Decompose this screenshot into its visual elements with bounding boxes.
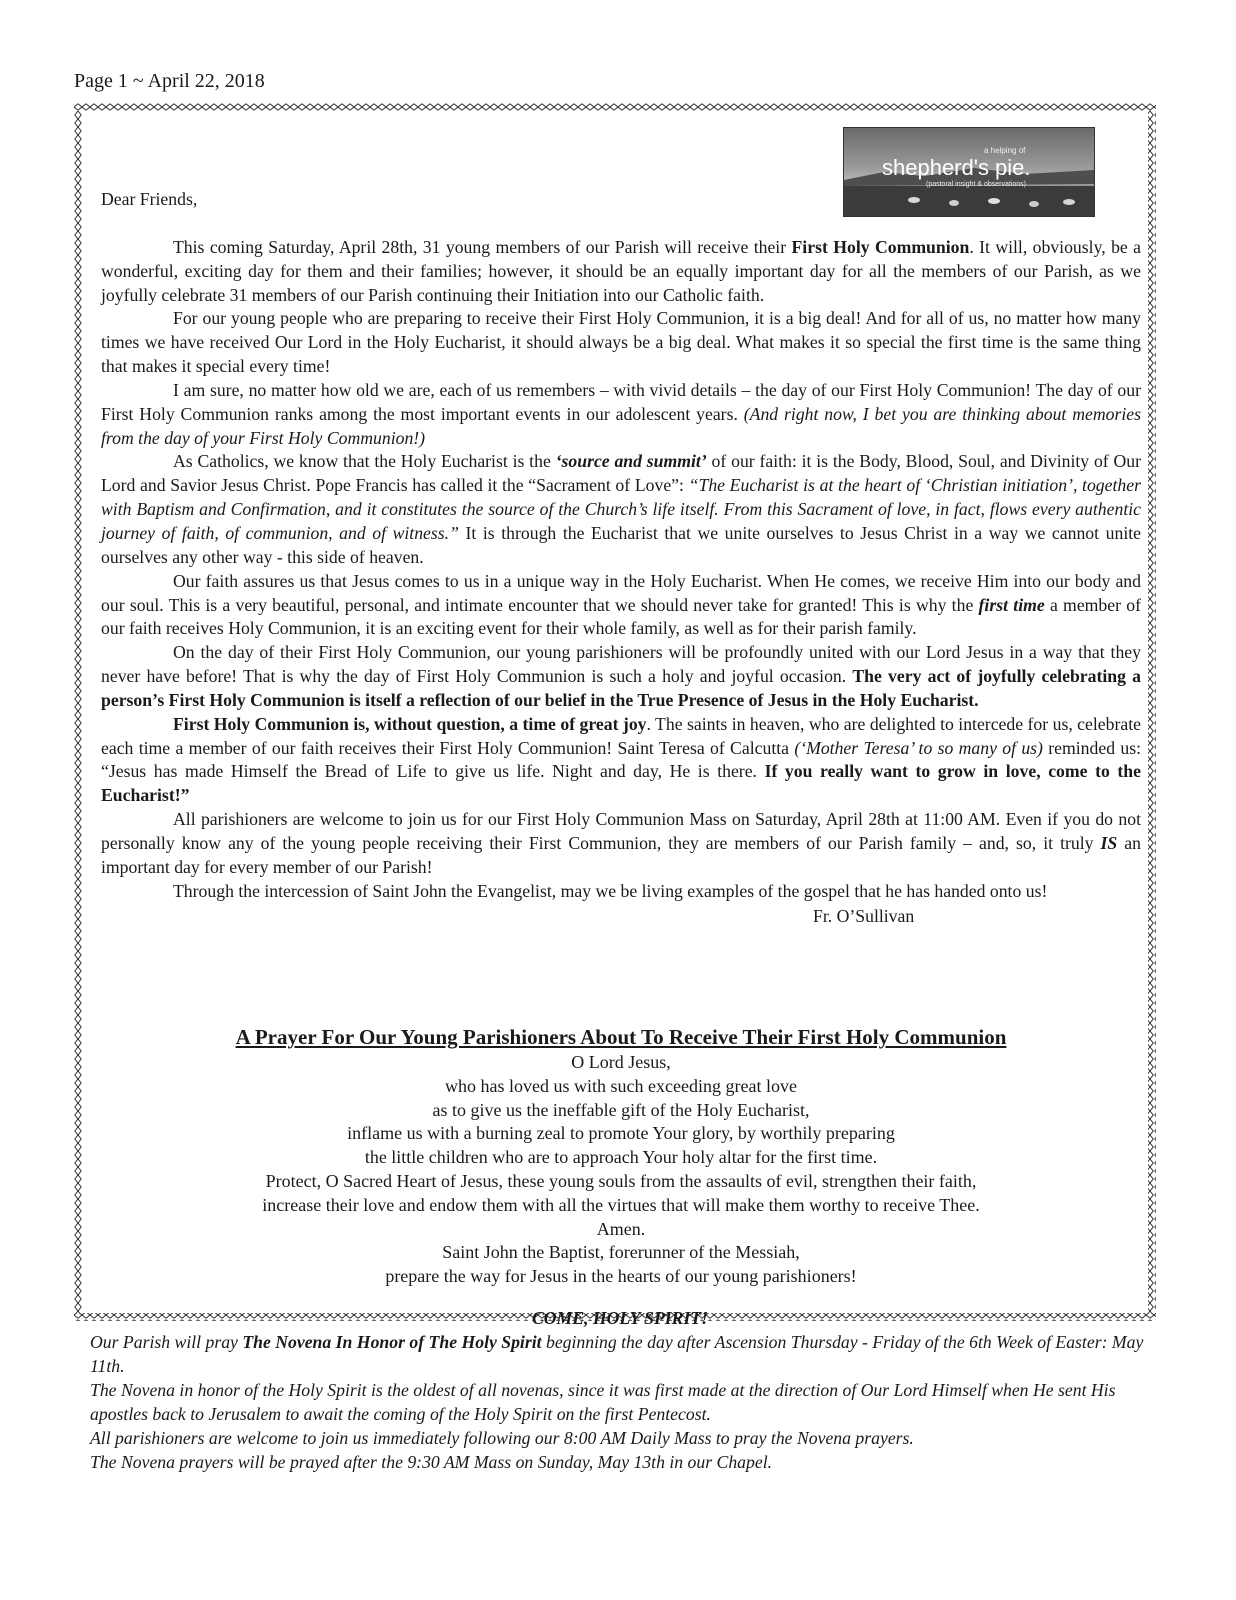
prayer-line: as to give us the ineffable gift of the Holy Eucharist, <box>432 1099 810 1120</box>
novena-line-1: Our Parish will pray The Novena In Honor of The Holy Spirit beginning the day after Ascension Thursday - Friday of the 6th Week of Easter: May 11th. <box>90 1332 1144 1376</box>
salutation: Dear Friends, <box>101 189 198 209</box>
prayer-line: the little children who are to approach Your holy altar for the first time. <box>364 1147 878 1168</box>
novena-line-4: The Novena prayers will be prayed after the 9:30 AM Mass on Sunday, May 13th in our Chapel. <box>90 1452 773 1472</box>
prayer-line: prepare the way for Jesus in the hearts of our young parishioners! <box>385 1266 857 1287</box>
prayer-line: Amen. <box>596 1218 646 1239</box>
prayer-line: Saint John the Baptist, forerunner of the Messiah, <box>442 1242 800 1263</box>
logo-subtitle-text: (pastoral insight & observations) <box>926 181 1026 188</box>
page-header: Page 1 ~ April 22, 2018 <box>74 70 265 92</box>
prayer-title: A Prayer For Our Young Parishioners About To Receive Their First Holy Communion <box>235 1025 1007 1049</box>
logo-title-text: shepherd's pie. <box>882 155 1031 180</box>
letter-paragraph-8: All parishioners are welcome to join us for our First Holy Communion Mass on Saturday, April 28th at 11:00 AM. Even if you do not personally know any of the young people receiving their First Communion, they are members of our Parish family – and, so, it truly IS an important day for every member of our Parish! <box>101 809 1142 877</box>
letter-paragraph-3: I am sure, no matter how old we are, each of us remembers – with vivid details – the day of our First Holy Communion! The day of our First Holy Communion ranks among the most important events in our adolescent years. (And right now, I bet you are thinking about memories from the day of your First Holy Communion!) <box>101 379 1141 448</box>
letter-paragraph-2: For our young people who are preparing to receive their First Holy Communion, it is a big deal! And for all of us, no matter how many times we have received Our Lord in the Holy Eucharist, it should always be a big deal. What makes it so special the first time is the same thing that makes it special every time! <box>101 308 1141 377</box>
logo-small-text: a helping of <box>984 146 1026 155</box>
novena-line-2: The Novena in honor of the Holy Spirit is the oldest of all novenas, since it was first made at the direction of Our Lord Himself when He sent His apostles back to Jerusalem to await the coming of the Holy Spirit on the first Pentecost. <box>90 1380 1116 1424</box>
letter-paragraph-9: Through the intercession of Saint John the Evangelist, may we be living examples of the gospel that he has handed onto us! <box>173 880 1048 901</box>
letter-paragraph-7: First Holy Communion is, without question, a time of great joy. The saints in heaven, who are delighted to intercede for us, celebrate each time a member of our faith receives their First Holy Communion! Saint Teresa of Calcutta (‘Mother Teresa’ to so many of us) reminded us: “Jesus has made Himself the Bread of Life to give us life. Night and day, He is there. If you really want to grow in love, come to the Eucharist!” <box>101 713 1142 806</box>
letter-paragraph-1: This coming Saturday, April 28th, 31 young members of our Parish will receive their First Holy Communion. It will, obviously, be a wonderful, exciting day for them and their families; however, it should be an equally important day for all the members of our Parish, as we joyfully celebrate 31 members of our Parish continuing their Initiation into our Catholic faith. <box>101 236 1141 305</box>
novena-line-3: All parishioners are welcome to join us immediately following our 8:00 AM Daily Mass to pray the Novena prayers. <box>90 1428 914 1448</box>
prayer-line: O Lord Jesus, <box>571 1052 671 1072</box>
prayer-line: inflame us with a burning zeal to promote Your glory, by worthily preparing <box>347 1123 895 1144</box>
signature: Fr. O’Sullivan <box>813 906 915 927</box>
prayer-line: who has loved us with such exceeding great love <box>445 1075 797 1096</box>
prayer-line: Protect, O Sacred Heart of Jesus, these young souls from the assaults of evil, strengthen their faith, <box>265 1170 977 1191</box>
prayer-line: increase their love and endow them with all the virtues that will make them worthy to receive Thee. <box>262 1194 980 1215</box>
pastor-letter <box>101 188 1141 929</box>
novena-title: COME, HOLY SPIRIT! <box>531 1308 709 1328</box>
letter-paragraph-6: On the day of their First Holy Communion, our young parishioners will be profoundly united with our Lord Jesus in a way that they never have before! That is why the day of First Holy Communion is such a holy and joyful occasion. The very act of joyfully celebrating a person’s First Holy Communion is itself a reflection of our belief in the True Presence of Jesus in the Holy Eucharist. <box>101 642 1141 710</box>
letter-paragraph-5: Our faith assures us that Jesus comes to us in a unique way in the Holy Eucharist. When He comes, we receive Him into our body and our soul. This is a very beautiful, personal, and intimate encounter that we should never take for granted! This is why the first time a member of our faith receives Holy Communion, it is an exciting event for their whole family, as well as for their parish family. <box>101 570 1141 639</box>
letter-paragraph-4: As Catholics, we know that the Holy Eucharist is the ‘source and summit’ of our faith: it is the Body, Blood, Soul, and Divinity of Our Lord and Savior Jesus Christ. Pope Francis has called it the “Sacrament of Love”: “The Eucharist is at the heart of ‘Christian initiation’, together with Baptism and Confirmation, and it constitutes the source of the Church’s life itself. From this Sacrament of love, in fact, flows every authentic journey of faith, of communion, and of witness.” It is through the Eucharist that we unite ourselves to Jesus Christ in a way we cannot unite ourselves any other way - this side of heaven. <box>101 451 1141 567</box>
novena-announcement <box>90 1306 1150 1474</box>
prayer-section <box>101 1023 1141 1289</box>
